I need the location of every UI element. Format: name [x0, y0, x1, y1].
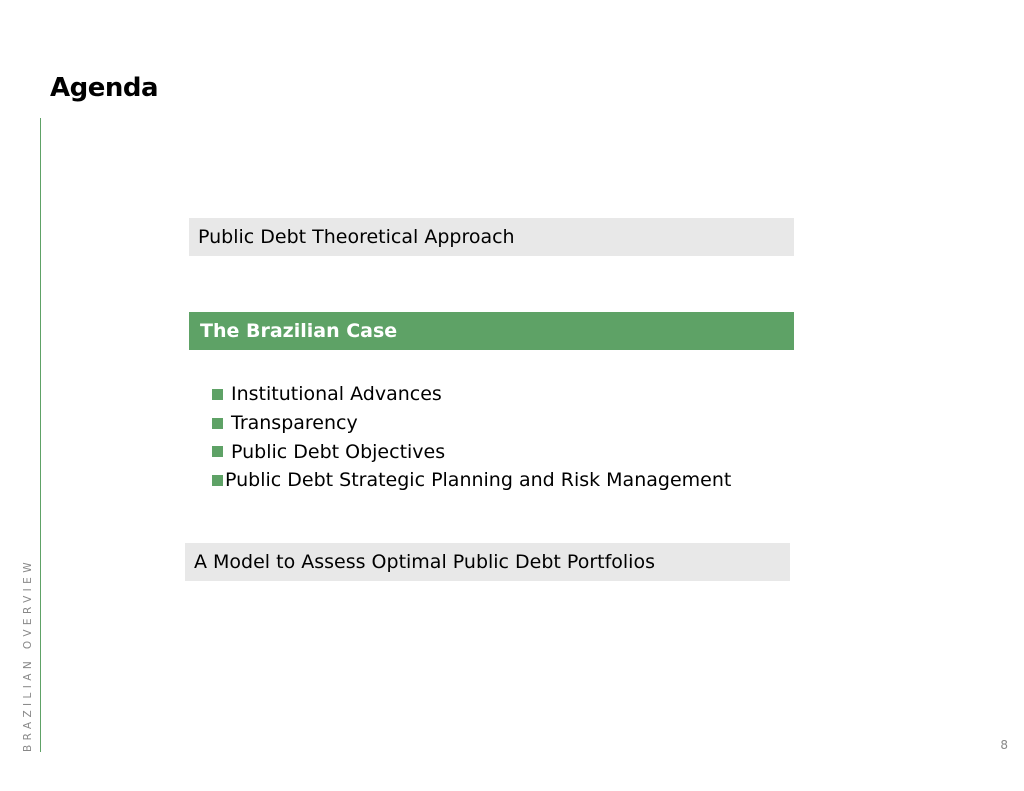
agenda-section-label: Public Debt Theoretical Approach: [198, 226, 515, 248]
agenda-section-theoretical-approach[interactable]: [189, 218, 794, 256]
brazilian-case-subtopics: [212, 380, 731, 495]
subtopic-label: Public Debt Objectives: [231, 440, 446, 463]
page-number: 8: [1000, 738, 1008, 752]
subtopic-label: Institutional Advances: [231, 383, 442, 406]
subtopic-label: Public Debt Strategic Planning and Risk Management: [225, 469, 732, 492]
subtopic-institutional-advances[interactable]: [212, 380, 731, 409]
subtopic-label: Transparency: [231, 412, 358, 435]
slide-title: Agenda: [50, 73, 159, 103]
subtopic-strategic-planning[interactable]: [212, 466, 731, 495]
subtopic-public-debt-objectives[interactable]: [212, 437, 731, 466]
square-bullet-icon: [212, 446, 223, 457]
agenda-section-label: A Model to Assess Optimal Public Debt Portfolios: [194, 551, 655, 573]
agenda-section-optimal-portfolios[interactable]: [185, 543, 790, 581]
agenda-section-brazilian-case[interactable]: [189, 312, 794, 350]
square-bullet-icon: [212, 389, 223, 400]
section-side-label: BRAZILIAN OVERVIEW: [22, 558, 34, 752]
agenda-section-label: The Brazilian Case: [200, 320, 398, 342]
vertical-divider: [40, 118, 41, 752]
subtopic-transparency[interactable]: [212, 409, 731, 438]
square-bullet-icon: [212, 475, 223, 486]
square-bullet-icon: [212, 418, 223, 429]
